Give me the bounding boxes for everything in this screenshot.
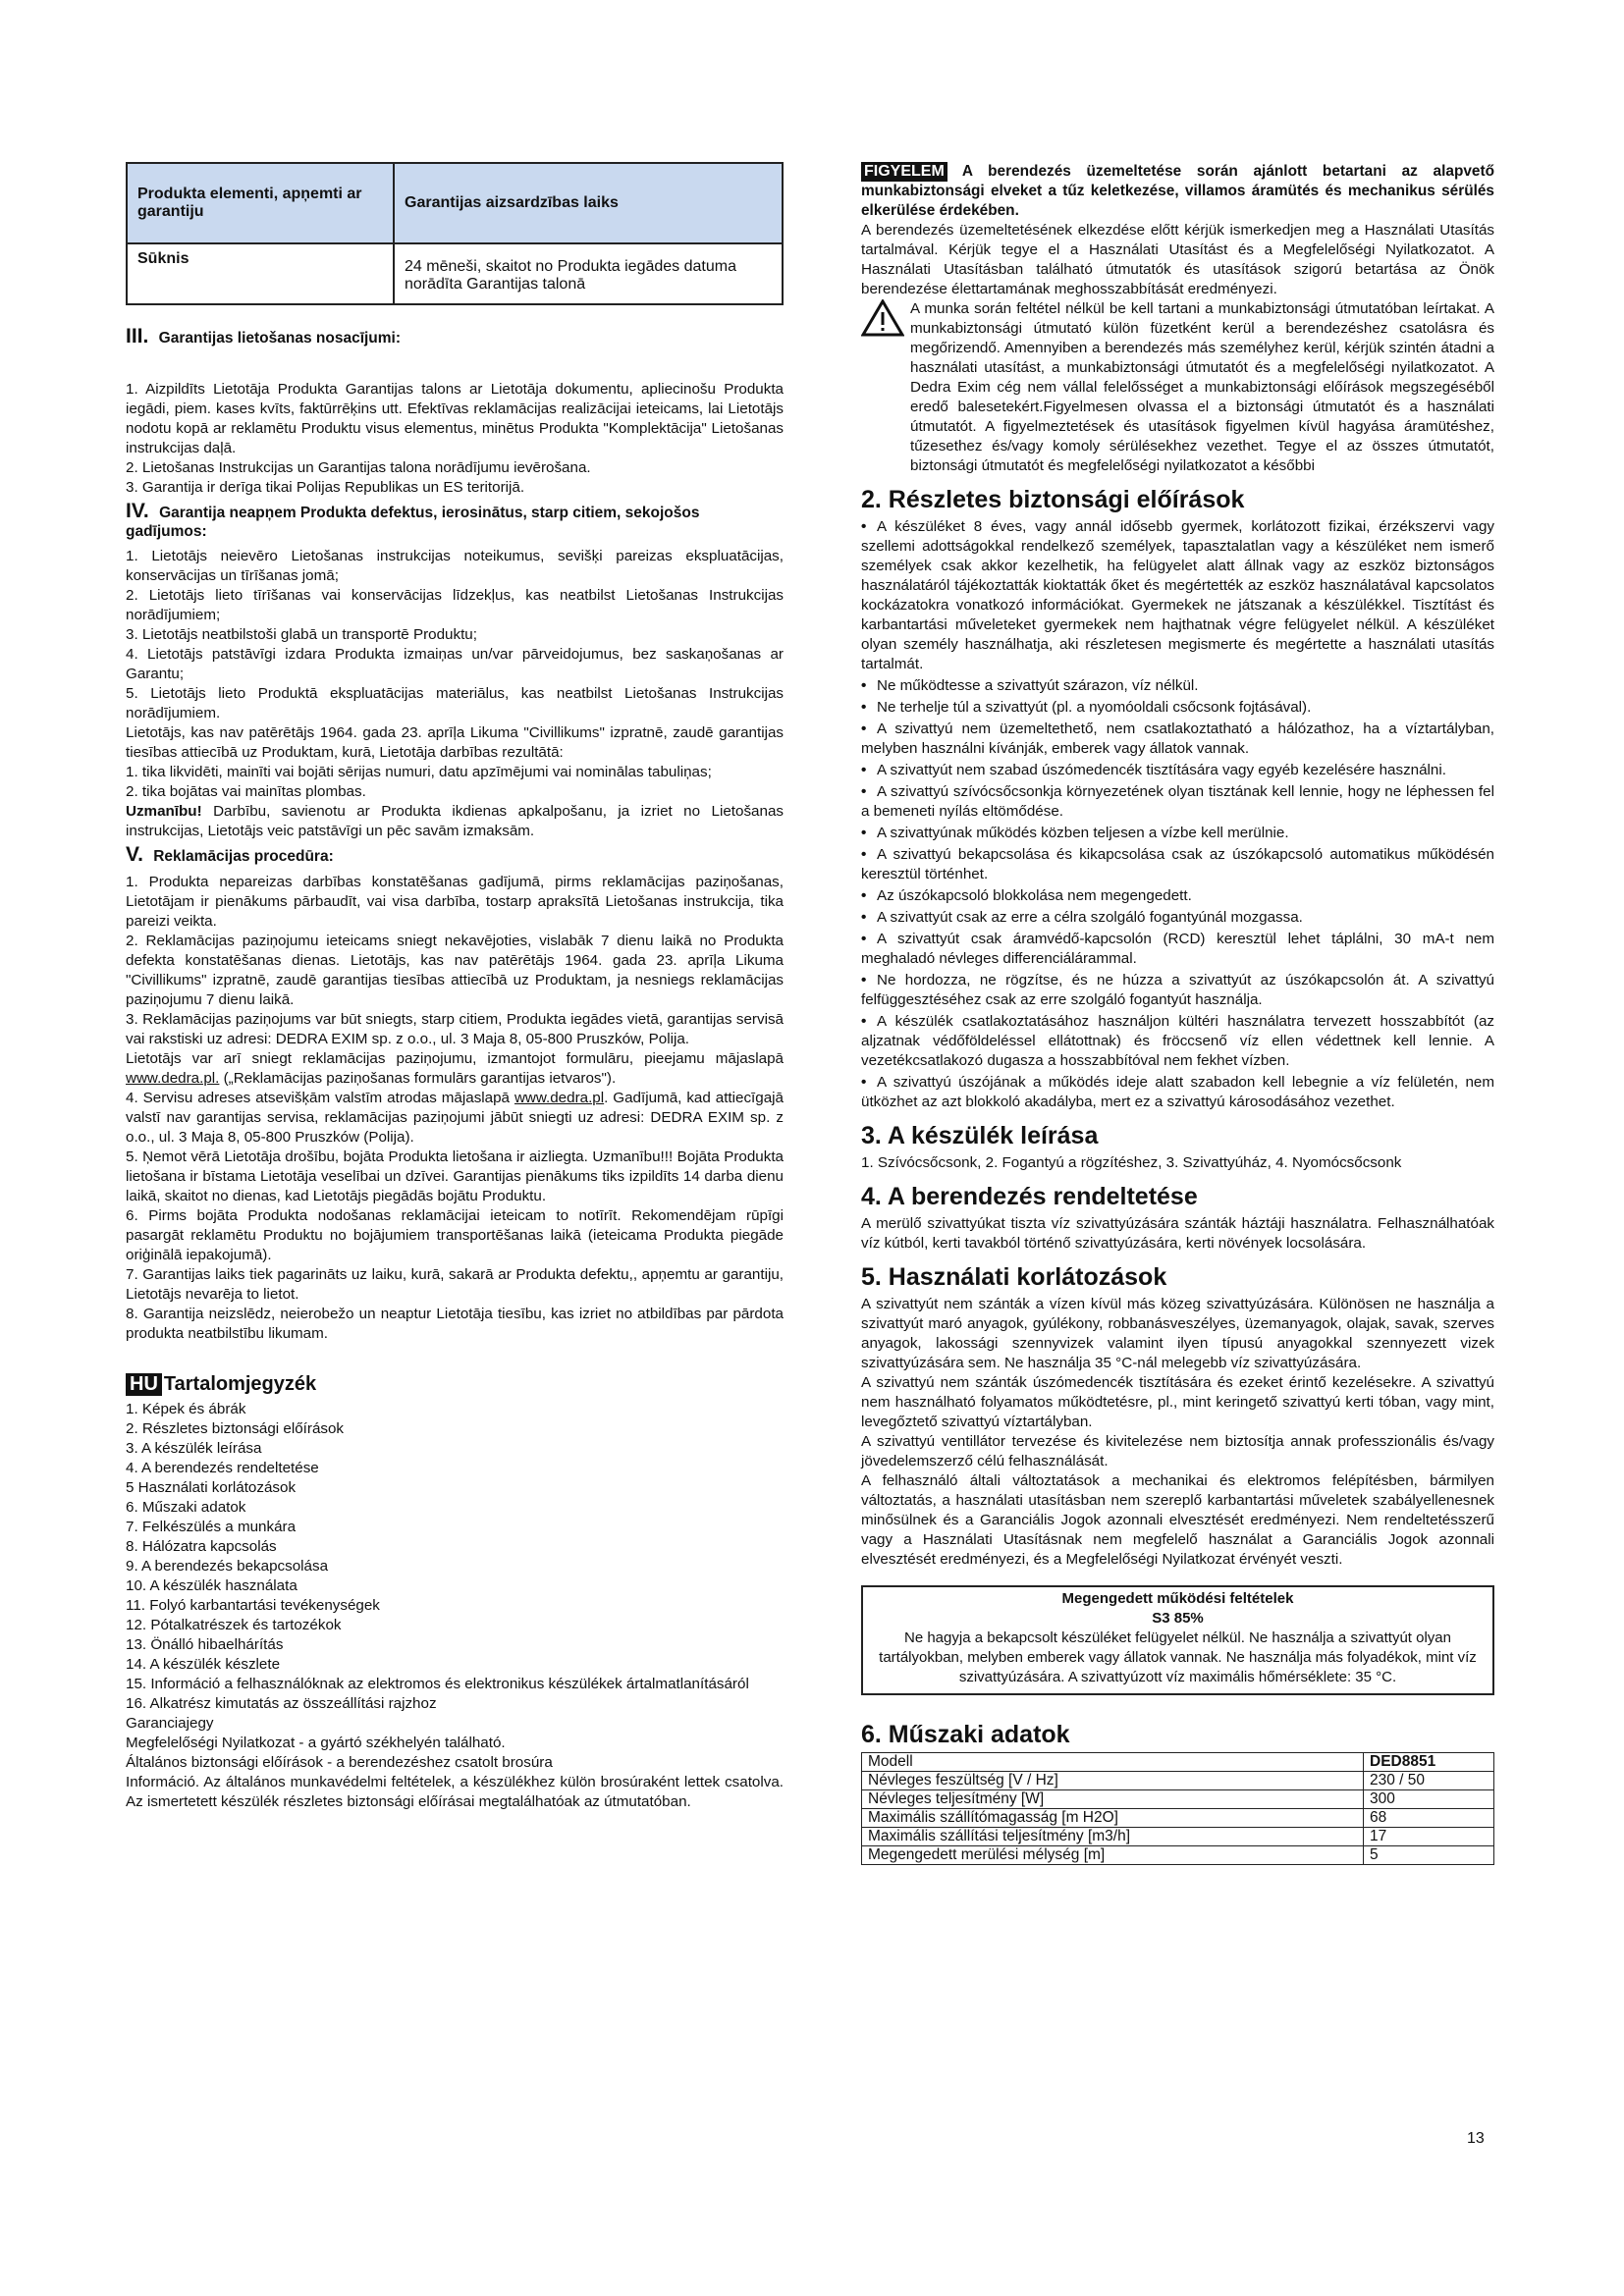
toc-item: Megfelelőségi Nyilatkozat - a gyártó székhelyén található. (126, 1735, 506, 1751)
dedra-link[interactable]: www.dedra.pl. (126, 1070, 220, 1087)
safety-bullet (861, 971, 1494, 1010)
spec-value: DED8851 (1364, 1753, 1494, 1772)
bullet-icon: • (861, 518, 867, 535)
section-3-title: Garantijas lietošanas nosacījumi: (158, 330, 402, 347)
section-hu4-text: A merülő szivattyúkat tiszta víz szivattyúzására szánták háztáji használatra. Felhasználhatóak víz kútból, kerti tavakból történő szivattyúzására, kerti növények locsolására. (861, 1215, 1494, 1252)
spec-label: Maximális szállítási teljesítmény [m3/h] (862, 1828, 1364, 1846)
section-5-paragraph: 6. Pirms bojāta Produkta nodošanas reklamācijai ieteicam to notīrīt. Rekomendējam rūpīgi pasargāt reklamētu Produktu no bojājumiem transportēšanas laikā (ieteicama Produkta piegāde oriģinālā iepakojumā). (126, 1207, 784, 1263)
bullet-icon: • (861, 846, 867, 863)
right-column (861, 162, 1494, 1865)
toc-item: 5 Használati korlátozások (126, 1479, 297, 1496)
section-3-heading (126, 325, 784, 348)
toc-item: Általános biztonsági előírások - a berendezéshez csatolt brosúra (126, 1754, 553, 1771)
safety-bullet-text: A szivattyú nem üzemeltethető, nem csatlakoztatható a hálózathoz, ha a víztartályban, melyben használni kívánják, emberek vagy állatok vannak. (861, 721, 1494, 757)
spec-label: Modell (862, 1753, 1364, 1772)
section-3-paragraph: 2. Lietošanas Instrukcijas un Garantijas talona norādījumu ievērošana. (126, 459, 591, 476)
toc-item: 13. Önálló hibaelhárítás (126, 1636, 284, 1653)
bullet-icon: • (861, 825, 867, 841)
section-5-paragraph: 8. Garantija neizslēdz, neierobežo un neaptur Lietotāja tiesību, kas izriet no atbildības par pārdota produkta neatbilstību likumam. (126, 1306, 784, 1342)
section-5-heading (126, 843, 784, 867)
bullet-icon: • (861, 931, 867, 947)
section-hu2-title: 2. Részletes biztonsági előírások (861, 486, 1245, 513)
dedra-link[interactable]: www.dedra.pl (514, 1090, 605, 1106)
section-3-number: III. (126, 325, 149, 347)
toc-item: 16. Alkatrész kimutatás az összeállítási rajzhoz (126, 1695, 437, 1712)
table-row (862, 1846, 1494, 1865)
section-3-paragraph: 3. Garantija ir derīga tikai Polijas Republikas un ES teritorijā. (126, 479, 525, 496)
table-row (862, 1828, 1494, 1846)
toc-item: 9. A berendezés bekapcsolása (126, 1558, 329, 1575)
spec-value: 300 (1364, 1790, 1494, 1809)
table-row (862, 1790, 1494, 1809)
bullet-icon: • (861, 699, 867, 716)
toc-item: 14. A készülék készlete (126, 1656, 281, 1673)
toc-item: 3. A készülék leírása (126, 1440, 262, 1457)
toc-title: Tartalomjegyzék (163, 1373, 317, 1395)
toc-item: 2. Részletes biztonsági előírások (126, 1420, 345, 1437)
spec-value: 68 (1364, 1809, 1494, 1828)
safety-bullet-text: A szivattyúnak működés közben teljesen a vízbe kell merülnie. (877, 825, 1289, 841)
safety-bullet-text: A szivattyút nem szabad úszómedencék tisztítására vagy egyéb kezelésére használni. (877, 762, 1446, 778)
section-5-p3b-pre: Lietotājs var arī sniegt reklamācijas paziņojumu, izmantojot formulāru, pieejamu mājaslapā (126, 1050, 784, 1067)
bullet-icon: • (861, 972, 867, 988)
safety-bullet (861, 1012, 1494, 1071)
page-number: 13 (1467, 2130, 1485, 2147)
language-badge-hu: HU (126, 1373, 162, 1396)
safety-bullet (861, 1073, 1494, 1112)
spec-value: 230 / 50 (1364, 1772, 1494, 1790)
operating-conditions-box (861, 1585, 1494, 1695)
section-5-paragraph: 2. Reklamācijas paziņojumu ieteicams sniegt nekavējoties, vislabāk 7 dienu laikā no Produkta defekta konstatēšanas dienas. Lietotājs, kas nav patērētājs 1964. gada 23. aprīļa Likuma "Civillikums" izpratnē, zaudē garantijas tiesības attiecībā uz Produktam, ja nesniegs reklamācijas paziņojumu 7 dienu laikā. (126, 933, 784, 1008)
specs-table (861, 1752, 1494, 1865)
safety-bullet-text: A szivattyút csak az erre a célra szolgáló fogantyúnál mozgassa. (877, 909, 1303, 926)
bullet-icon: • (861, 887, 867, 904)
section-5-p3b-post: („Reklamācijas paziņošanas formulārs garantijas ietvaros"). (219, 1070, 617, 1087)
bullet-icon: • (861, 1074, 867, 1091)
warranty-table-item: Sūknis (127, 243, 394, 304)
operating-conditions-duty: S3 85% (1152, 1610, 1204, 1627)
table-row (862, 1753, 1494, 1772)
safety-bullet-text: Az úszókapcsoló blokkolása nem megengedett. (877, 887, 1192, 904)
safety-bullet (861, 908, 1494, 928)
warning-triangle-icon (861, 299, 904, 337)
toc-item: 11. Folyó karbantartási tevékenységek (126, 1597, 380, 1614)
safety-bullet-text: A szivattyú szívócsőcsonkja környezetének olyan tisztának kell lennie, hogy ne léphessen fel a bemeneti nyílás eltömődése. (861, 783, 1494, 820)
bullet-icon: • (861, 721, 867, 737)
section-5-paragraph: 7. Garantijas laiks tiek pagarināts uz laiku, kurā, sakarā ar Produkta defektu,, apņemtu ar garantiju, Lietotājs nevarēja to lietot. (126, 1266, 784, 1303)
safety-bullet-text: Ne hordozza, ne rögzítse, és ne húzza a szivattyút az úszókapcsolón át. A szivattyú felfüggesztéséhez csak az erre szolgáló fogantyút használja. (861, 972, 1494, 1008)
safety-bullet (861, 720, 1494, 759)
warning-text: A munka során feltétel nélkül be kell tartani a munkabiztonsági útmutatóban leírtakat. A munkabiztonsági útmutató külön füzetként kerül a berendezéshez csatolásra és megőrizendő. Amennyiben a berendezés más személyhez kerül, kérjük szintén átadni a használati utasítást, a munkabiztonsági útmutatót és a megfelelőségi nyilatkozatot. A Dedra Exim cég nem vállal felelősséget a munkabiztonsági előírások megszegéséből eredő balesetekért.Figyelmesen olvassa el a biztonsági útmutatót és a használati útmutatót. A figyelmeztetések és utasítások figyelmen kívül hagyása áramütéshez, tűzesethez és/vagy komoly sérülésekhez vezethet. Tegye el az összes útmutatót, biztonsági útmutatót és megfelelőségi nyilatkozatot a későbbi (910, 300, 1494, 474)
operating-conditions-title: Megengedett működési feltételek (1061, 1590, 1294, 1607)
section-4-heading (126, 500, 784, 541)
toc-item: 4. A berendezés rendeltetése (126, 1460, 319, 1476)
figyelem-notice (861, 162, 1494, 221)
section-hu5-paragraph: A szivattyút nem szánták a vízen kívül más közeg szivattyúzására. Különösen ne használja a szivattyút maró anyagok, gyúlékony, robbanásveszélyes, üzemanyagok, olajak, savak, szerves anyagok, lakossági szennyvizek valamint ilyen típusú anyagokkal szennyezett vizek szivattyúzására sem. Ne használja 35 °C-nál melegebb víz szivattyúzására. (861, 1296, 1494, 1371)
toc-item: 7. Felkészülés a munkára (126, 1519, 297, 1535)
figyelem-badge: FIGYELEM (861, 162, 947, 182)
safety-bullet (861, 676, 1494, 696)
left-column (126, 162, 784, 1812)
section-4-note (126, 802, 784, 841)
spec-label: Maximális szállítómagasság [m H2O] (862, 1809, 1364, 1828)
section-4-paragraph: 3. Lietotājs neatbilstoši glabā un transportē Produktu; (126, 626, 477, 643)
section-4-note-text: Darbību, savienotu ar Produkta ikdienas apkalpošanu, ja izriet no Lietošanas instrukcijas, Lietotājs veic patstāvīgi un pēc savām izmaksām. (126, 803, 784, 839)
section-4-paragraph: 1. tika likvidēti, mainīti vai bojāti sērijas numuri, datu apzīmējumi vai nominālas tabuliņas; (126, 764, 712, 780)
section-4-paragraph: 1. Lietotājs neievēro Lietošanas instrukcijas noteikumus, sevišķi pareizas ekspluatācijas, konservācijas un tīrīšanas jomā; (126, 548, 784, 584)
section-hu5-title: 5. Használati korlátozások (861, 1263, 1167, 1291)
table-row (862, 1772, 1494, 1790)
section-4-paragraph: 4. Lietotājs patstāvīgi izdara Produkta izmaiņas un/var pārveidojumus, bez saskaņošanas ar Garantu; (126, 646, 784, 682)
toc-list (126, 1400, 784, 1812)
toc-item: 6. Műszaki adatok (126, 1499, 246, 1516)
section-hu6-title: 6. Műszaki adatok (861, 1721, 1070, 1748)
safety-bullet-text: A szivattyú bekapcsolása és kikapcsolása csak az úszókapcsoló automatikus működésén keresztül történhet. (861, 846, 1494, 882)
section-5-paragraph: 5. Ņemot vērā Lietotāja drošību, bojāta Produkta lietošana ir aizliegta. Uzmanību!!! Bojāta Produkta lietošana ir bīstama Lietotāja veselībai un dzīvei. Garantijas pienākums tiks izpildīts 14 darba dienu laikā, skaitot no dienas, kad Lietotājs piegādās bojātu Produktu. (126, 1148, 784, 1204)
spec-label: Névleges teljesítmény [W] (862, 1790, 1364, 1809)
safety-bullet-text: A szivattyút csak áramvédő-kapcsolón (RCD) keresztül lehet táplálni, 30 mA-t nem meghaladó névleges differenciálárammal. (861, 931, 1494, 967)
spec-value: 17 (1364, 1828, 1494, 1846)
warranty-table (126, 162, 784, 305)
toc-heading (126, 1373, 784, 1396)
operating-conditions-text: Ne hagyja a bekapcsolt készüléket felügyelet nélkül. Ne használja a szivattyút olyan tartályokban, melyben emberek vagy állatok vannak. Ne használja más folyadékok, mint víz szivattyúzására. A szivattyúzott víz maximális hőmérséklete: 35 °C. (879, 1629, 1477, 1685)
section-4-paragraph: 2. tika bojātas vai mainītas plombas. (126, 783, 366, 800)
safety-bullet (861, 930, 1494, 969)
toc-item: 10. A készülék használata (126, 1577, 298, 1594)
warning-block (861, 299, 1494, 476)
section-5-number: V. (126, 843, 143, 866)
safety-bullet (861, 845, 1494, 884)
bullet-icon: • (861, 909, 867, 926)
warranty-table-period: 24 mēneši, skaitot no Produkta iegādes datuma norādīta Garantijas talonā (394, 243, 783, 304)
section-5-p4-pre: 4. Servisu adreses atsevišķām valstīm atrodas mājaslapā (126, 1090, 514, 1106)
section-hu5-paragraph: A szivattyú ventillátor tervezése és kivitelezése nem biztosítja annak professzionális és/vagy jövedelemszerző célú felhasználását. (861, 1433, 1494, 1469)
section-hu3-title: 3. A készülék leírása (861, 1122, 1099, 1149)
section-4-title: Garantija neapņem Produkta defektus, ierosinātus, starp citiem, sekojošos gadījumos: (126, 505, 700, 540)
figyelem-bold-text: A berendezés üzemeltetése során ajánlott betartani az alapvető munkabiztonsági elveket a tűz keletkezése, villamos áramütés és mechanikus sérülés elkerülése érdekében. (861, 163, 1494, 219)
toc-item: Garanciajegy (126, 1715, 214, 1732)
safety-bullet (861, 517, 1494, 674)
section-5-paragraph (126, 1089, 784, 1148)
toc-item: 15. Információ a felhasználóknak az elektromos és elektronikus készülékek ártalmatlanításáról (126, 1676, 749, 1692)
section-hu4-title: 4. A berendezés rendeltetése (861, 1183, 1198, 1210)
warranty-table-header-elements: Produkta elementi, apņemti ar garantiju (127, 163, 394, 243)
toc-item: 8. Hálózatra kapcsolás (126, 1538, 277, 1555)
spec-value: 5 (1364, 1846, 1494, 1865)
spec-label: Névleges feszültség [V / Hz] (862, 1772, 1364, 1790)
section-5-p4-post: . Gadījumā, kad attiecīgajā valstī nav garantijas servisa, reklamācijas paziņojumi jābūt sniegti uz adresi: DEDRA EXIM sp. z o.o., ul. 3 Maja 8, 05-800 Pruszków (Polija). (126, 1090, 784, 1146)
section-hu3-text: 1. Szívócsőcsonk, 2. Fogantyú a rögzítéshez, 3. Szivattyúház, 4. Nyomócsőcsonk (861, 1154, 1402, 1171)
section-4-paragraph: Lietotājs, kas nav patērētājs 1964. gada 23. aprīļa Likuma "Civillikums" izpratnē, zaudē garantijas tiesības attiecībā uz Produktam, kurā, Lietotāja darbības rezultātā: (126, 724, 784, 761)
safety-bullet-text: A készüléket 8 éves, vagy annál idősebb gyermek, korlátozott fizikai, érzékszervi vagy szellemi adottságokkal rendelkező személyek, tapasztalatlan vagy a készüléket nem ismerő személyek csak akkor kezelhetik, ha felügyelet alatt állnak vagy az eszköz biztonságos használatáról tájékoztatták kioktatták őket és megértették az eszköz használatával kapcsolatos kockázatokra vonatkozó információkat. Gyermekek ne játszanak a készülékkel. Tisztítást és karbantartási műveleteket gyermekek nem hajthatnak végre felügyelet nélkül. A készüléket olyan személy használhatja, aki részletesen megismerte és megértette a használati utasítás tartalmát. (861, 518, 1494, 672)
section-hu5-paragraph: A felhasználó általi változtatások a mechanikai és elektromos felépítésben, bármilyen változtatás, a használati utasításban nem szereplő karbantartási műveletek szabályellenesnek minősülnek és a Garanciális Jogok azonnali elvesztését eredményezi. Nem rendeltetésszerű vagy a Használati Utasításnak nem megfelelő használat a Garanciális Jogok azonnali elvesztését eredményezi, és a Megfelelőségi Nyilatkozat érvényét veszti. (861, 1472, 1494, 1568)
safety-bullet (861, 782, 1494, 822)
section-4-number: IV. (126, 500, 149, 522)
toc-item: 1. Képek és ábrák (126, 1401, 246, 1417)
section-4-paragraph: 2. Lietotājs lieto tīrīšanas vai konservācijas līdzekļus, kas neatbilst Lietošanas Instrukcijas norādījumiem; (126, 587, 784, 623)
section-hu5-paragraph: A szivattyú nem szánták úszómedencék tisztítására és ezeket érintő kezelésekre. A szivattyú nem használható folyamatos működtetésre, pl., mint keringető szivattyú kerti tóban, vagy mint, levegőztető szivattyú víztartályban. (861, 1374, 1494, 1430)
safety-bullet-text: Ne terhelje túl a szivattyút (pl. a nyomóoldali csőcsonk fojtásával). (877, 699, 1312, 716)
warranty-table-header-period: Garantijas aizsardzības laiks (394, 163, 783, 243)
toc-item: Információ. Az általános munkavédelmi feltételek, a készülékhez külön brosúraként lettek csatolva. Az ismertetett készülék részletes biztonsági előírásai megtalálhatóak az útmutatóban. (126, 1774, 784, 1810)
bullet-icon: • (861, 677, 867, 694)
bullet-icon: • (861, 762, 867, 778)
section-5-paragraph: 3. Reklamācijas paziņojums var būt sniegts, starp citiem, Produkta iegādes vietā, garantijas servisā vai rakstiski uz adresi: DEDRA EXIM sp. z o.o., ul. 3 Maja 8, 05-800 Pruszków, Polija. (126, 1011, 784, 1047)
section-5-paragraph (126, 1049, 784, 1089)
section-5-paragraph: 1. Produkta nepareizas darbības konstatēšanas gadījumā, pirms reklamācijas paziņošanas, Lietotājam ir pienākums pārbaudīt, vai visa darbība, tostarp apraksītā Lietošanas instrukcija, tika pareizi veikta. (126, 874, 784, 930)
safety-bullet-list (861, 517, 1494, 1112)
safety-bullet (861, 698, 1494, 718)
section-5-title: Reklamācijas procedūra: (153, 848, 334, 865)
safety-bullet (861, 886, 1494, 906)
spec-label: Megengedett merülési mélység [m] (862, 1846, 1364, 1865)
safety-bullet-text: A készülék csatlakoztatásához használjon kültéri használatra tervezett hosszabbítót (az aljzatnak védőföldeléssel ellátottnak) és fröccsenő víz ellen védettnek kell lennie. A vezetékcsatlakozó dugasza a hosszabbítóval nem fekhet vízben. (861, 1013, 1494, 1069)
safety-bullet-text: A szivattyú úszójának a működés ideje alatt szabadon kell lebegnie a víz felületén, nem ütközhet az azt blokkoló akadályba, mert ez a szivattyú károsodásához vezethet. (861, 1074, 1494, 1110)
section-3-paragraph: 1. Aizpildīts Lietotāja Produkta Garantijas talons ar Lietotāja dokumentu, apliecinošu Produkta iegādi, piem. kases kvīts, faktūrrēķins utt. Efektīvas reklamācijas realizācijai ieteicams, lai Lietotājs nodotu kopā ar reklamētu Produktu visus elementus, minētus Produkta "Komplektācija" Lietošanas instrukcijas daļā. (126, 381, 784, 456)
safety-bullet-text: Ne működtesse a szivattyút szárazon, víz nélkül. (877, 677, 1199, 694)
toc-item: 12. Pótalkatrészek és tartozékok (126, 1617, 342, 1633)
bullet-icon: • (861, 1013, 867, 1030)
bullet-icon: • (861, 783, 867, 800)
table-row (862, 1809, 1494, 1828)
section-4-note-label: Uzmanību! (126, 803, 202, 820)
safety-bullet (861, 824, 1494, 843)
safety-bullet (861, 761, 1494, 780)
figyelem-paragraph: A berendezés üzemeltetésének elkezdése előtt kérjük ismerkedjen meg a Használati Utasítás tartalmával. Kérjük tegye el a Használati Utasítást és a Megfelelőségi Nyilatkozatot. A Használati Utasításban található útmutatók és utasítások szigorú betartása az Önök berendezése élettartamának meghosszabbítását eredményezi. (861, 222, 1494, 297)
section-4-paragraph: 5. Lietotājs lieto Produktā ekspluatācijas materiālus, kas neatbilst Lietošanas Instrukcijas norādījumiem. (126, 685, 784, 721)
